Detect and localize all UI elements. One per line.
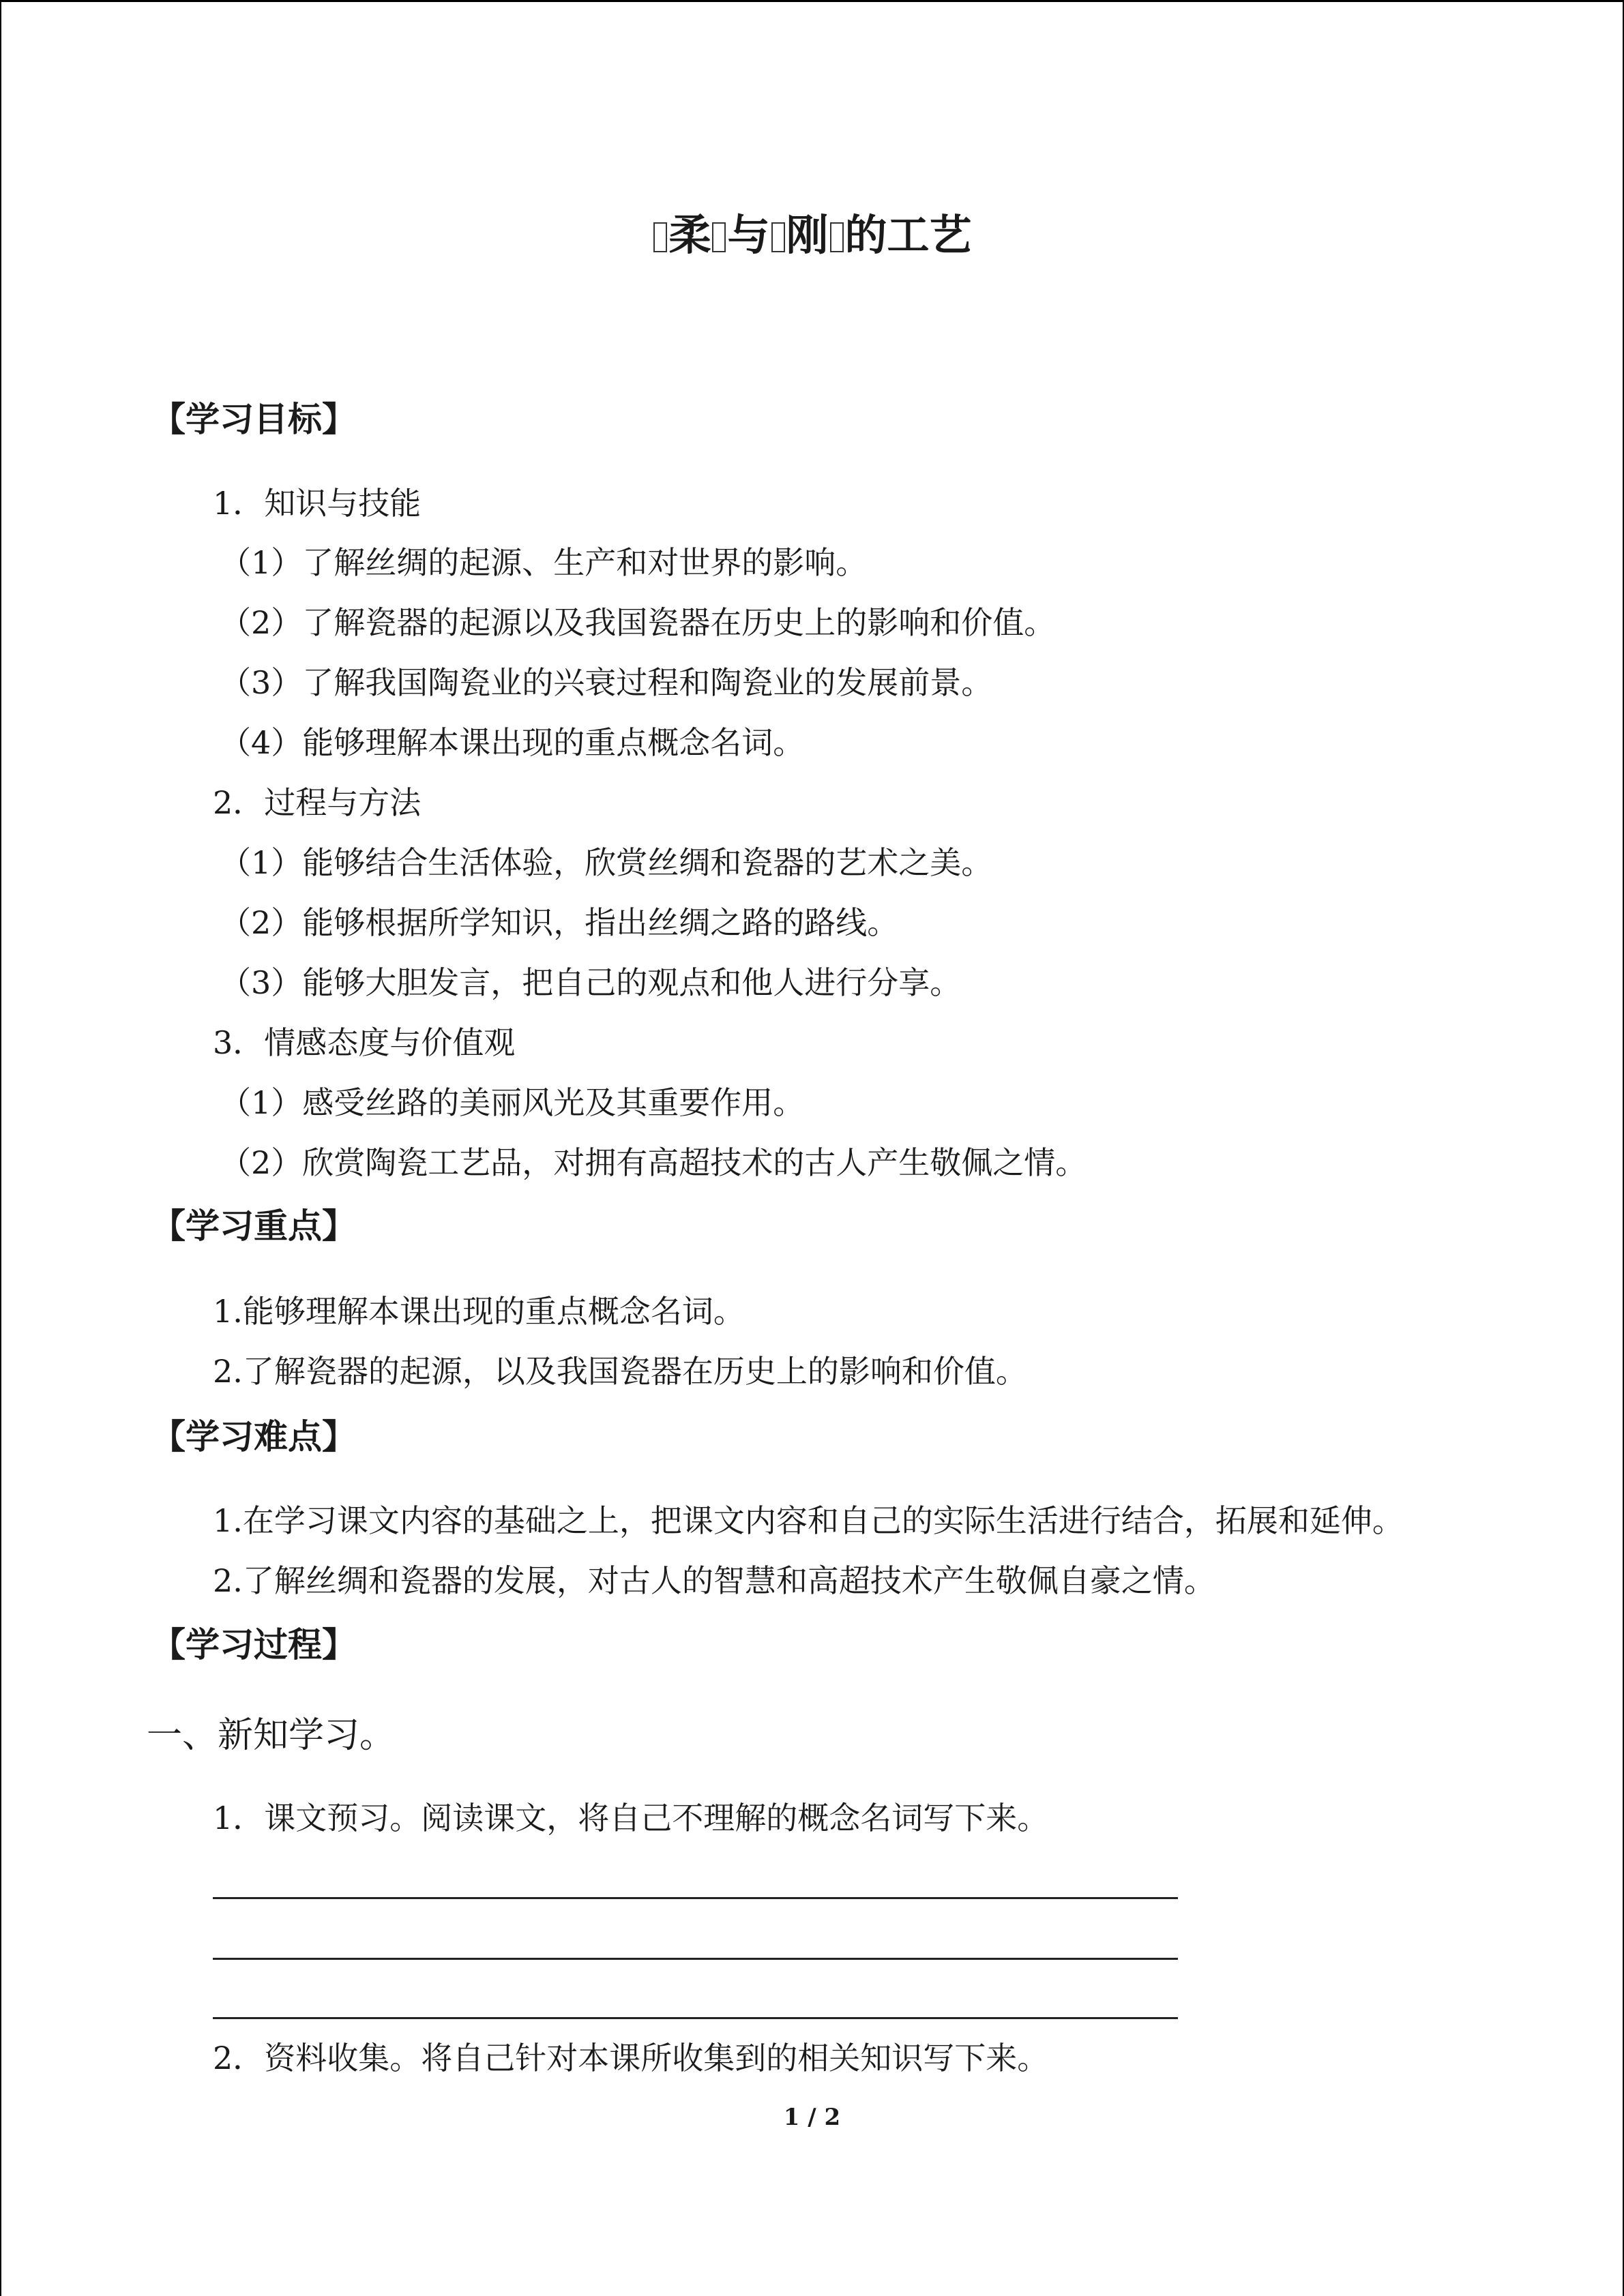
key-line: 1.能够理解本课出现的重点概念名词。 — [213, 1293, 745, 1330]
section-heading-process: 【学习过程】 — [151, 1625, 356, 1665]
missing-glyph-box — [653, 222, 667, 252]
goal-line: （4）能够理解本课出现的重点概念名词。 — [220, 724, 805, 761]
key-line: 2.了解瓷器的起源，以及我国瓷器在历史上的影响和价值。 — [213, 1353, 1027, 1390]
goal-line: （1）能够结合生活体验，欣赏丝绸和瓷器的艺术之美。 — [220, 844, 993, 881]
section-heading-key: 【学习重点】 — [151, 1206, 356, 1246]
missing-glyph-box — [771, 222, 785, 252]
title-part: 刚 — [786, 210, 829, 260]
goal-line: （3）了解我国陶瓷业的兴衰过程和陶瓷业的发展前景。 — [220, 664, 993, 701]
section-heading-difficult: 【学习难点】 — [151, 1417, 356, 1457]
answer-line[interactable] — [213, 1897, 1178, 1899]
goal-line: （2）了解瓷器的起源以及我国瓷器在历史上的影响和价值。 — [220, 604, 1056, 641]
page-number: 1 / 2 — [783, 2104, 841, 2131]
title-part: 柔 — [668, 210, 711, 260]
answer-line[interactable] — [213, 1958, 1178, 1960]
page-title — [0, 208, 1624, 263]
task-line: 1．课文预习。阅读课文，将自己不理解的概念名词写下来。 — [213, 1800, 1049, 1836]
goal-line: 3．情感态度与价值观 — [213, 1024, 516, 1061]
title-part: 的工艺 — [844, 210, 972, 260]
section-heading-goals: 【学习目标】 — [151, 400, 356, 439]
missing-glyph-box — [712, 222, 726, 252]
goal-line: （2）欣赏陶瓷工艺品，对拥有高超技术的古人产生敬佩之情。 — [220, 1144, 1087, 1181]
goal-line: （1）了解丝绸的起源、生产和对世界的影响。 — [220, 544, 868, 581]
goal-line: 1．知识与技能 — [213, 485, 422, 522]
title-part: 与 — [727, 210, 770, 260]
missing-glyph-box — [830, 222, 844, 252]
task-line: 2．资料收集。将自己针对本课所收集到的相关知识写下来。 — [213, 2040, 1049, 2076]
goal-line: （2）能够根据所学知识，指出丝绸之路的路线。 — [220, 904, 899, 941]
difficult-line: 2.了解丝绸和瓷器的发展，对古人的智慧和高超技术产生敬佩自豪之情。 — [213, 1562, 1215, 1599]
goal-line: （3）能够大胆发言，把自己的观点和他人进行分享。 — [220, 964, 962, 1001]
part-one-heading: 一、新知学习。 — [147, 1715, 396, 1756]
goal-line: 2．过程与方法 — [213, 784, 422, 821]
goal-line: （1）感受丝路的美丽风光及其重要作用。 — [220, 1084, 805, 1121]
answer-line[interactable] — [213, 2017, 1178, 2019]
difficult-line: 1.在学习课文内容的基础之上，把课文内容和自己的实际生活进行结合，拓展和延伸。 — [213, 1502, 1404, 1539]
